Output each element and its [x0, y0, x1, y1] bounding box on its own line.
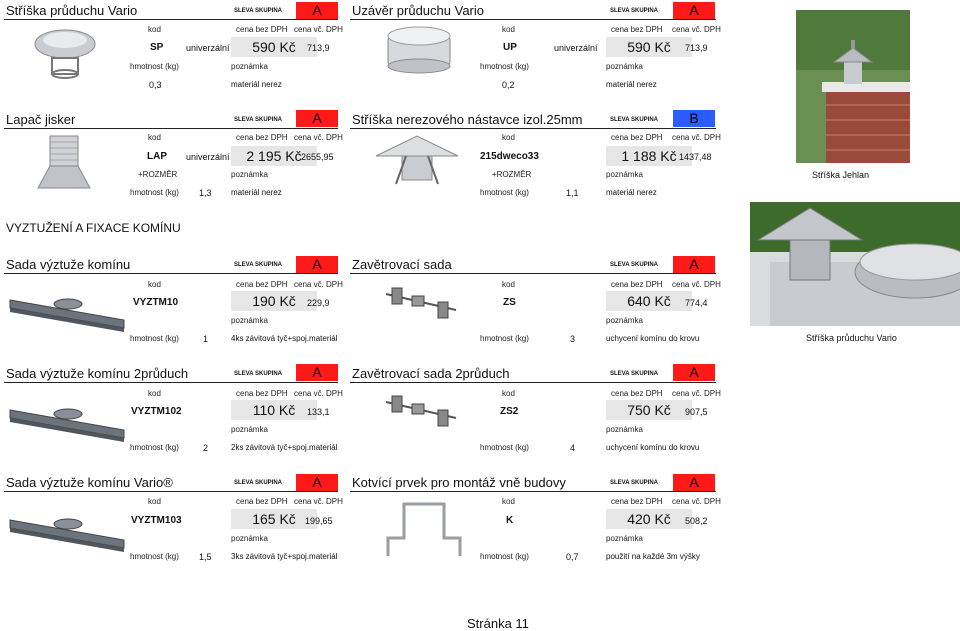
discount-group-label: SLEVA SKUPINA — [234, 262, 283, 268]
price-vat: 133,1 — [307, 407, 330, 417]
price: 420 Kč — [606, 509, 692, 529]
price-label: cena bez DPH — [236, 280, 288, 289]
weight: 1,5 — [199, 552, 212, 562]
title-underline — [350, 19, 716, 20]
price-vat: 199,65 — [305, 516, 333, 526]
price-vat-label: cena vč. DPH — [672, 389, 721, 398]
product-title: Zavětrovací sada — [352, 257, 452, 272]
price-label: cena bez DPH — [236, 389, 288, 398]
price-vat: 2655,95 — [301, 152, 334, 162]
weight: 3 — [570, 334, 576, 344]
discount-badge: A — [673, 2, 715, 19]
product-code: LAP — [147, 151, 167, 162]
note: 3ks závitová tyč+spoj.materiál — [231, 552, 338, 561]
reinforcement-kit-image — [8, 282, 126, 336]
code-label: kod — [502, 25, 515, 34]
product-title: Kotvící prvek pro montáž vně budovy — [352, 475, 566, 490]
code-label: kod — [502, 497, 515, 506]
price-label: cena bez DPH — [236, 133, 288, 142]
discount-group-label: SLEVA SKUPINA — [610, 117, 659, 123]
title-underline — [350, 382, 716, 383]
title-underline — [4, 19, 338, 20]
price-vat-label: cena vč. DPH — [672, 133, 721, 142]
discount-badge: A — [673, 364, 715, 381]
title-underline — [350, 128, 716, 129]
discount-group-label: SLEVA SKUPINA — [610, 371, 659, 377]
note: použití na každé 3m výšky — [606, 552, 700, 561]
product-code: K — [506, 515, 514, 526]
note-label: poznámka — [231, 62, 268, 71]
spark-arrester-image — [36, 134, 92, 194]
product-code: ZS — [503, 297, 516, 308]
price: 640 Kč — [606, 291, 692, 311]
weight: 4 — [570, 443, 576, 453]
price: 590 Kč — [606, 37, 692, 57]
code-label: kod — [148, 389, 161, 398]
weight: 0,2 — [502, 80, 515, 90]
discount-group-label: SLEVA SKUPINA — [610, 8, 659, 14]
price: 1 188 Kč — [606, 146, 692, 166]
note: uchycení komínu do krovu — [606, 443, 700, 452]
note: materiál nerez — [606, 80, 657, 89]
variant: univerzální — [186, 43, 230, 53]
flue-closure-image — [380, 22, 460, 82]
price-label: cena bez DPH — [611, 497, 663, 506]
weight-label: hmotnost (kg) — [130, 334, 179, 343]
variant: univerzální — [554, 43, 598, 53]
weight-label: hmotnost (kg) — [480, 62, 529, 71]
price-vat-label: cena vč. DPH — [294, 280, 343, 289]
price-vat-label: cena vč. DPH — [672, 25, 721, 34]
product-code: SP — [150, 42, 164, 53]
note: materiál nerez — [606, 188, 657, 197]
discount-badge: B — [673, 110, 715, 127]
code-label: kod — [502, 133, 515, 142]
product-title: Stříška průduchu Vario — [6, 3, 138, 18]
title-underline — [350, 273, 716, 274]
price-vat: 774,4 — [685, 298, 708, 308]
reinforcement-kit-image — [8, 392, 126, 446]
flue-cap-photo — [750, 202, 960, 326]
price: 110 Kč — [231, 400, 317, 420]
note-label: poznámka — [606, 316, 643, 325]
bracing-kit-image — [382, 392, 460, 432]
title-underline — [4, 382, 338, 383]
note-label: poznámka — [606, 62, 643, 71]
discount-group-label: SLEVA SKUPINA — [234, 8, 283, 14]
code-label: kod — [148, 25, 161, 34]
product-code: VYZTM103 — [131, 515, 182, 526]
weight: 0,3 — [149, 80, 162, 90]
note-label: poznámka — [231, 534, 268, 543]
price-label: cena bez DPH — [611, 25, 663, 34]
note: 2ks závitová tyč+spoj.materiál — [231, 443, 338, 452]
product-title: Sada výztuže komínu — [6, 257, 131, 272]
note-label: poznámka — [606, 534, 643, 543]
note: materiál nerez — [231, 80, 282, 89]
price: 165 Kč — [231, 509, 317, 529]
product-code: VYZTM10 — [133, 297, 179, 308]
weight: 2 — [203, 443, 209, 453]
bracing-kit-image — [382, 284, 460, 324]
section-heading: VYZTUŽENÍ A FIXACE KOMÍNU — [6, 221, 181, 235]
reinforcement-kit-image — [8, 502, 126, 556]
price-label: cena bez DPH — [611, 389, 663, 398]
discount-badge: A — [296, 474, 338, 491]
code-label: kod — [148, 133, 161, 142]
price-label: cena bez DPH — [236, 25, 288, 34]
price-vat: 1437,48 — [679, 152, 712, 162]
product-title: Stříška nerezového nástavce izol.25mm — [352, 112, 583, 127]
price-vat: 713,9 — [685, 43, 708, 53]
weight: 1 — [203, 334, 209, 344]
title-underline — [4, 128, 338, 129]
price: 2 195 Kč — [231, 146, 317, 166]
price-vat-label: cena vč. DPH — [294, 133, 343, 142]
page-number: Stránka 11 — [467, 616, 529, 631]
discount-badge: A — [296, 364, 338, 381]
note: 4ks závitová tyč+spoj.materiál — [231, 334, 338, 343]
note-label: poznámka — [606, 425, 643, 434]
chimney-cap-image — [30, 22, 100, 92]
weight: 1,1 — [566, 188, 579, 198]
photo-caption: Stříška Jehlan — [812, 170, 870, 180]
product-title: Sada výztuže komínu 2průduch — [6, 366, 189, 381]
product-title: Zavětrovací sada 2průduch — [352, 366, 510, 381]
discount-group-label: SLEVA SKUPINA — [610, 480, 659, 486]
note-label: poznámka — [231, 425, 268, 434]
product-code: UP — [503, 42, 517, 53]
chimney-photo — [796, 10, 910, 163]
variant: univerzální — [186, 152, 230, 162]
price-vat-label: cena vč. DPH — [672, 280, 721, 289]
weight-label: hmotnost (kg) — [480, 334, 529, 343]
price-vat: 508,2 — [685, 516, 708, 526]
price: 190 Kč — [231, 291, 317, 311]
note-label: poznámka — [231, 170, 268, 179]
discount-badge: A — [296, 110, 338, 127]
price-label: cena bez DPH — [236, 497, 288, 506]
note: uchycení komínu do krovu — [606, 334, 700, 343]
price: 590 Kč — [231, 37, 317, 57]
discount-group-label: SLEVA SKUPINA — [234, 117, 283, 123]
product-title: Sada výztuže komínu Vario® — [6, 475, 173, 490]
code-label: kod — [502, 280, 515, 289]
title-underline — [4, 273, 338, 274]
product-title: Lapač jisker — [6, 112, 76, 127]
discount-group-label: SLEVA SKUPINA — [234, 480, 283, 486]
title-underline — [4, 491, 338, 492]
discount-badge: A — [673, 256, 715, 273]
weight: 1,3 — [199, 188, 212, 198]
discount-badge: A — [673, 474, 715, 491]
weight-label: hmotnost (kg) — [130, 62, 179, 71]
price-vat-label: cena vč. DPH — [294, 497, 343, 506]
note-label: poznámka — [606, 170, 643, 179]
product-code: ZS2 — [500, 406, 519, 417]
weight: 0,7 — [566, 552, 579, 562]
price: 750 Kč — [606, 400, 692, 420]
price-vat: 229,9 — [307, 298, 330, 308]
product-code: 215dweco33 — [480, 151, 539, 162]
weight-label: hmotnost (kg) — [130, 552, 179, 561]
discount-group-label: SLEVA SKUPINA — [234, 371, 283, 377]
code-label: kod — [148, 497, 161, 506]
product-title: Uzávěr průduchu Vario — [352, 3, 484, 18]
stainless-cap-image — [372, 132, 462, 196]
price-label: cena bez DPH — [611, 280, 663, 289]
photo-caption: Stříška průduchu Vario — [806, 333, 897, 343]
size-label: +ROZMĚR — [492, 170, 532, 179]
price-vat-label: cena vč. DPH — [672, 497, 721, 506]
price-label: cena bez DPH — [611, 133, 663, 142]
weight-label: hmotnost (kg) — [480, 552, 529, 561]
weight-label: hmotnost (kg) — [480, 443, 529, 452]
title-underline — [350, 491, 716, 492]
price-vat: 713,9 — [307, 43, 330, 53]
anchor-bracket-image — [384, 498, 464, 562]
note-label: poznámka — [231, 316, 268, 325]
weight-label: hmotnost (kg) — [480, 188, 529, 197]
weight-label: hmotnost (kg) — [130, 188, 179, 197]
discount-badge: A — [296, 2, 338, 19]
size-label: +ROZMĚR — [138, 170, 178, 179]
code-label: kod — [502, 389, 515, 398]
weight-label: hmotnost (kg) — [130, 443, 179, 452]
price-vat-label: cena vč. DPH — [294, 389, 343, 398]
price-vat: 907,5 — [685, 407, 708, 417]
discount-badge: A — [296, 256, 338, 273]
note: materiál nerez — [231, 188, 282, 197]
product-code: VYZTM102 — [131, 406, 182, 417]
discount-group-label: SLEVA SKUPINA — [610, 262, 659, 268]
price-vat-label: cena vč. DPH — [294, 25, 343, 34]
code-label: kod — [148, 280, 161, 289]
